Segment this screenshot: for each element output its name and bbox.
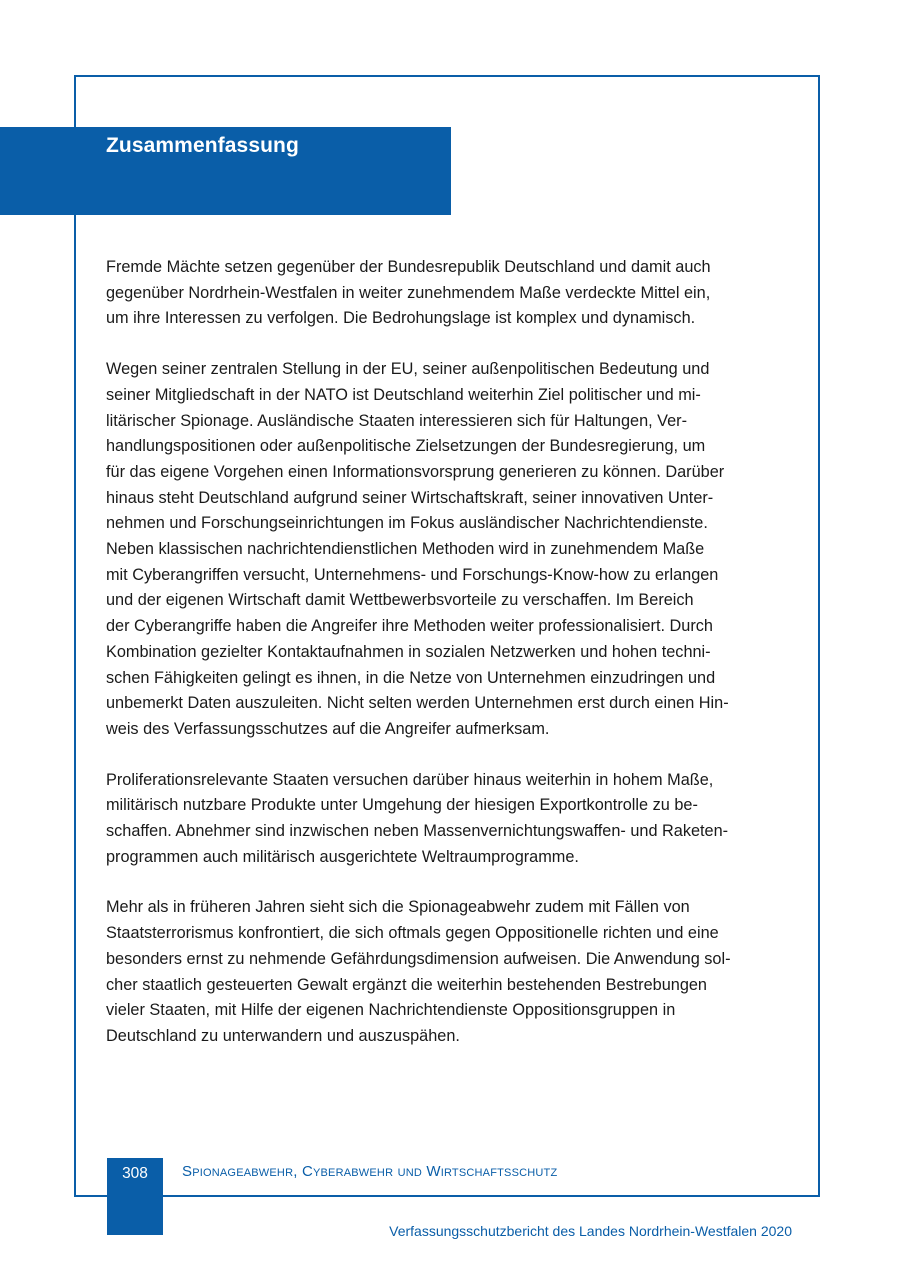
page-title: Zusammenfassung (106, 134, 299, 157)
section-title: Spionageabwehr, Cyberabwehr und Wirtschaftsschutz (182, 1163, 558, 1180)
body-text (106, 255, 796, 1075)
paragraph: Mehr als in früheren Jahren sieht sich die Spionageabwehr zudem mit Fällen von Staatsterrorismus konfrontiert, die sich oftmals gegen Oppositionelle richten und eine besonders ernst zu nehmende Gefährdungsdimension aufweisen. Die Anwendung sol- cher staatlich gesteuerten Gewalt ergänzt die weiterhin bestehenden Bestrebungen vieler Staaten, mit Hilfe der eigenen Nachrichtendienste Oppositionsgruppen in Deutschland zu unterwandern und auszuspähen. (106, 898, 731, 1045)
page-number: 308 (122, 1165, 148, 1182)
paragraph: Fremde Mächte setzen gegenüber der Bundesrepublik Deutschland und damit auch gegenüber Nordrhein-Westfalen in weiter zunehmendem Maße verdeckte Mittel ein, um ihre Interessen zu verfolgen. Die Bedrohungslage ist komplex und dynamisch. (106, 258, 711, 328)
paragraph: Proliferationsrelevante Staaten versuchen darüber hinaus weiterhin in hohem Maße, militärisch nutzbare Produkte unter Umgehung der hiesigen Exportkontrolle zu be- schaffen. Abnehmer sind inzwischen neben Massenvernichtungswaffen- und Raketen- programmen auch militärisch ausgerichtete Weltraumprogramme. (106, 770, 729, 866)
report-title: Verfassungsschutzbericht des Landes Nordrhein-Westfalen 2020 (389, 1223, 792, 1239)
paragraph: Wegen seiner zentralen Stellung in der EU, seiner außenpolitischen Bedeutung und seiner Mitgliedschaft in der NATO ist Deutschland weiterhin Ziel politischer und mi- litärischer Spionage. Ausländische Staaten interessieren sich für Haltungen, Ver- handlungspositionen oder außenpolitische Zielsetzungen der Bundesregierung, um für das eigene Vorgehen einen Informationsvorsprung generieren zu können. Darüber hinaus steht Deutschland aufgrund seiner Wirtschaftskraft, seiner innovativen Unter- nehmen und Forschungseinrichtungen im Fokus ausländischer Nachrichtendienste. Neben klassischen nachrichtendienstlichen Methoden wird in zunehmendem Maße mit Cyberangriffen versucht, Unternehmens- und Forschungs-Know-how zu erlangen und der eigenen Wirtschaft damit Wettbewerbsvorteile zu verschaffen. Im Bereich der Cyberangriffe haben die Angreifer ihre Methoden weiter professionalisiert. Durch Kombination gezielter Kontaktaufnahmen in sozialen Netzwerken und hohen techni- schen Fähigkeiten gelingt es ihnen, in die Netze von Unternehmen einzudringen und unbemerkt Daten auszuleiten. Nicht selten werden Unternehmen erst durch einen Hin- weis des Verfassungsschutzes auf die Angreifer aufmerksam. (106, 360, 729, 738)
page-number-box (107, 1158, 163, 1235)
